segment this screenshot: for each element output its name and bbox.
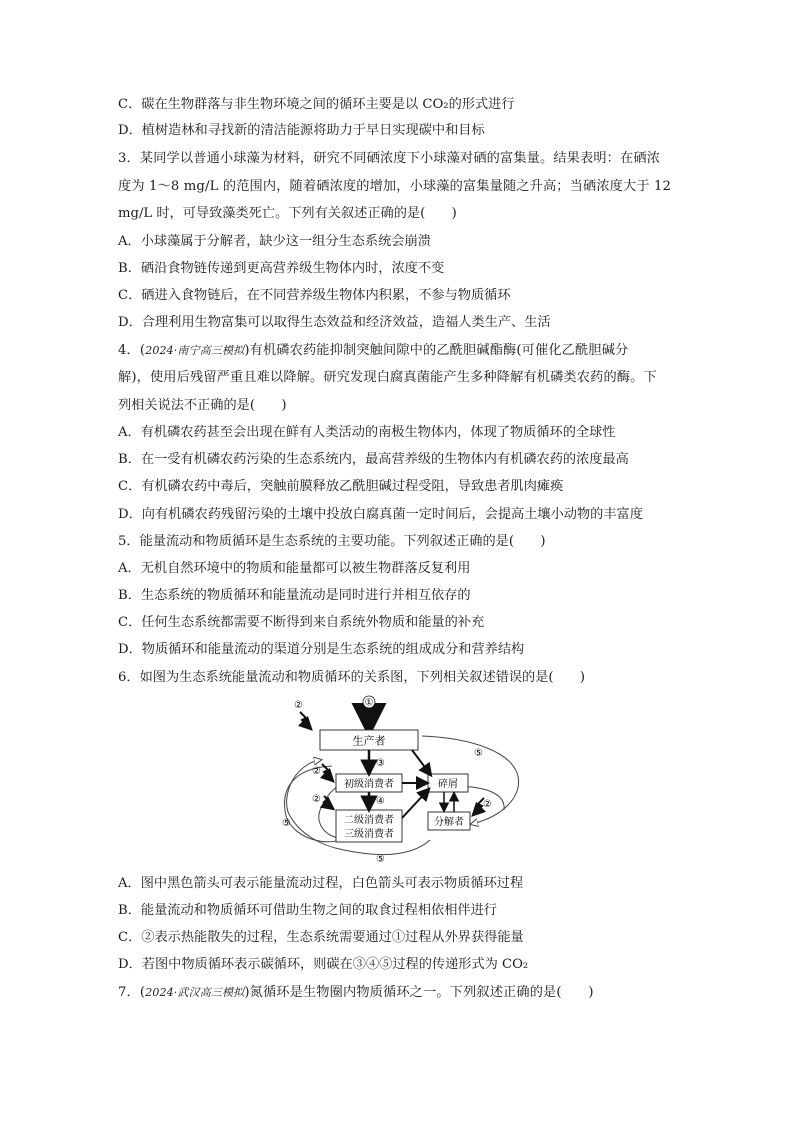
- q7-stem-text: )氮循环是生物圈内物质循环之一。下列叙述正确的是( ): [244, 985, 594, 1000]
- q4-option-c: C．有机磷农药中毒后，突触前膜释放乙酰胆碱过程受阻，导致患者肌肉瘫痪: [118, 479, 564, 494]
- q4-stem-text: )有机磷农药能抑制突触间隙中的乙酰胆碱酯酶(可催化乙酰胆碱分: [244, 343, 629, 358]
- q4-stem-line2: 解)，使用后残留严重且难以降解。研究发现白腐真菌能产生多种降解有机磷类农药的酶。下: [118, 370, 657, 385]
- q6-stem: 6．如图为生态系统能量流动和物质循环的关系图，下列相关叙述错误的是( ): [118, 670, 586, 685]
- producer-label: 生产者: [352, 734, 386, 748]
- tertiary-consumer-label: 三级消费者: [344, 829, 394, 840]
- heat-loss-producer-zigzag: [300, 712, 310, 728]
- q5-stem: 5．能量流动和物质循环是生态系统的主要功能。下列叙述正确的是( ): [118, 534, 546, 549]
- q5-option-c: C．任何生态系统都需要不断得到来自系统外物质和能量的补充: [118, 615, 485, 630]
- label-1: ①: [364, 697, 374, 709]
- q6-option-d: D．若图中物质循环表示碳循环，则碳在③④⑤过程的传递形式为 CO₂: [118, 957, 529, 972]
- q5-option-a: A．无机自然环境中的物质和能量都可以被生物群落反复利用: [118, 561, 471, 576]
- q5-option-d: D．物质循环和能量流动的渠道分别是生态系统的组成成分和营养结构: [118, 642, 525, 657]
- primary-consumer-label: 初级消费者: [344, 779, 394, 790]
- q4-number: 4．(: [118, 343, 146, 358]
- label-5-left: ⑤: [282, 818, 291, 829]
- q4-stem-line1: [118, 342, 628, 360]
- q6-option-a: A．图中黑色箭头可表示能量流动过程，白色箭头可表示物质循环过程: [118, 876, 524, 891]
- q2-option-c: C．碳在生物群落与非生物环境之间的循环主要是以 CO₂的形式进行: [118, 97, 515, 112]
- q5-option-b: B．生态系统的物质循环和能量流动是同时进行并相互依存的: [118, 588, 471, 603]
- label-3: ③: [376, 758, 385, 769]
- q2-option-d: D．植树造林和寻找新的清洁能源将助力于早日实现碳中和目标: [118, 123, 485, 138]
- q4-option-d: D．向有机磷农药残留污染的土壤中投放白腐真菌一定时间后，会提高土壤小动物的丰富度: [118, 507, 643, 522]
- q3-stem-line3: mg/L 时，可导致藻类死亡。下列有关叙述正确的是( ): [118, 206, 457, 221]
- q6-option-c: C．②表示热能散失的过程，生态系统需要通过①过程从外界获得能量: [118, 930, 524, 945]
- q3-option-b: B．硒沿食物链传递到更高营养级生物体内时，浓度不变: [118, 261, 445, 276]
- heat-loss-secondary-zigzag: [324, 796, 332, 808]
- q3-option-a: A．小球藻属于分解者，缺少这一组分生态系统会崩溃: [118, 234, 431, 249]
- label-2-producer: ②: [294, 700, 303, 711]
- label-5-bottom: ⑤: [376, 854, 385, 865]
- label-2-decomposer: ②: [483, 799, 492, 810]
- q6-option-b: B．能量流动和物质循环可借助生物之间的取食过程相依相伴进行: [118, 903, 497, 918]
- q4-stem-line3: 列相关说法不正确的是( ): [118, 398, 287, 413]
- q3-option-c: C．硒进入食物链后，在不同营养级生物体内积累，不参与物质循环: [118, 288, 511, 303]
- decomposer-label: 分解者: [434, 817, 464, 828]
- secondary-consumer-label: 二级消费者: [344, 815, 394, 826]
- label-5-right: ⑤: [474, 748, 483, 759]
- q7-stem: [118, 984, 594, 1002]
- label-2-primary: ②: [312, 766, 321, 777]
- q7-number: 7．(: [118, 985, 146, 1000]
- secondary-to-detritus-arrow: [402, 790, 428, 818]
- q3-stem-line2: 度为 1～8 mg/L 的范围内，随着硒浓度的增加，小球藻的富集量随之升高；当硒浓度大于 12: [118, 179, 672, 194]
- ecosystem-flow-diagram: [272, 694, 532, 866]
- q4-option-b: B．在一受有机磷农药污染的生态系统内，最高营养级的生物体内有机磷农药的浓度最高: [118, 452, 629, 467]
- q7-source: 2024·武汉高三模拟: [145, 986, 245, 999]
- label-2-secondary: ②: [312, 794, 321, 805]
- q3-option-d: D．合理利用生物富集可以取得生态效益和经济效益，造福人类生产、生活: [118, 315, 551, 330]
- detritus-label: 碎屑: [438, 779, 458, 790]
- q4-source: 2024·南宁高三模拟: [145, 344, 245, 357]
- producer-to-detritus-arrow: [412, 750, 430, 774]
- q4-option-a: A．有机磷农药甚至会出现在鲜有人类活动的南极生物体内，体现了物质循环的全球性: [118, 425, 616, 440]
- label-4: ④: [376, 796, 385, 807]
- q3-stem-line1: 3．某同学以普通小球藻为材料，研究不同硒浓度下小球藻对硒的富集量。结果表明：在硒浓: [118, 151, 661, 166]
